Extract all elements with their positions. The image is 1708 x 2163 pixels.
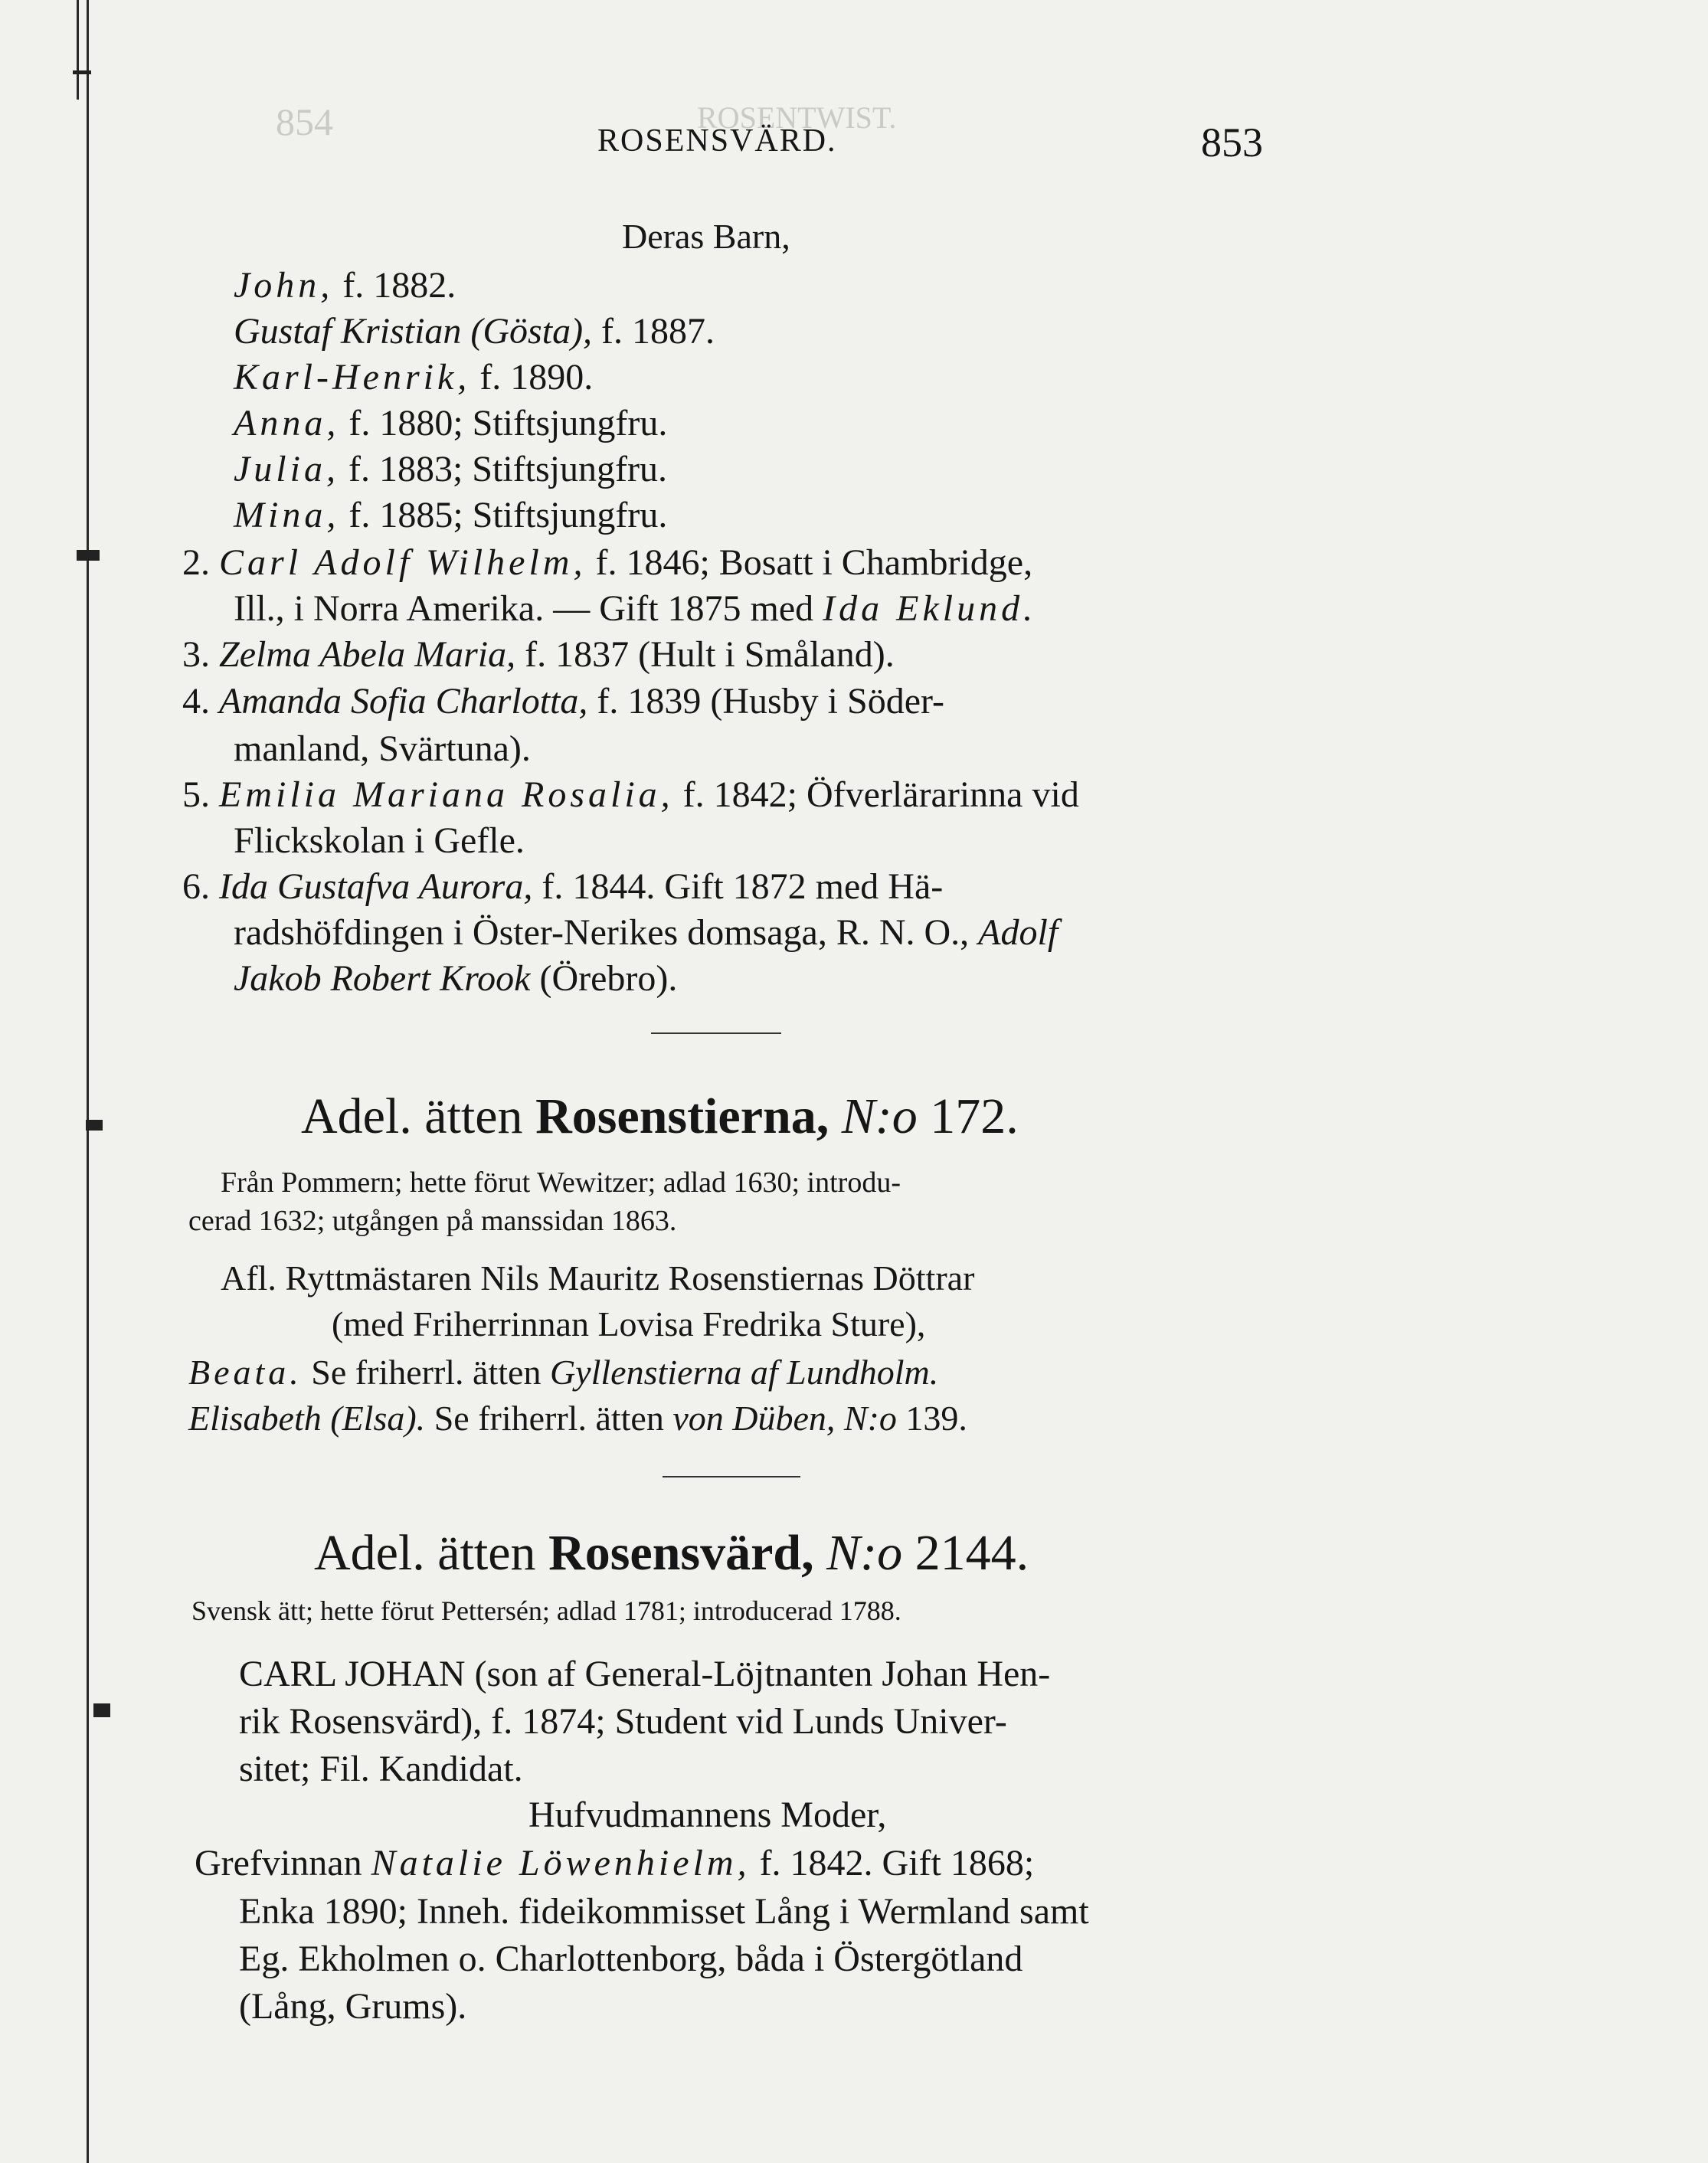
edge-mark [77,550,100,561]
entry-4-line-2: manland, Svärtuna). [234,728,531,769]
running-title: ROSENSVÄRD. [597,123,837,159]
mother-line-3: Eg. Ekholmen o. Charlottenborg, båda i Östergötland [239,1939,1023,1979]
rosenstierna-afl-1: Afl. Ryttmästaren Nils Mauritz Rosenstiernas Döttrar [221,1258,975,1297]
carl-johan-line-3: sitet; Fil. Kandidat. [239,1749,523,1789]
section-heading-rosenstierna: Adel. ätten Rosenstierna, N:o 172. [301,1088,1019,1144]
entry-2-line-1: 2. Carl Adolf Wilhelm, f. 1846; Bosatt i Chambridge, [182,542,1033,583]
scan-edge-line-short [77,0,79,100]
rosenstierna-intro-2: cerad 1632; utgången på manssidan 1863. [188,1205,677,1237]
entry-6-line-2: radshöfdingen i Öster-Nerikes domsaga, R. N. O., Adolf [234,912,1059,953]
section-divider [651,1032,781,1034]
scan-edge-line [87,0,89,2163]
children-heading: Deras Barn, [622,217,790,256]
entry-4-line-1: 4. Amanda Sofia Charlotta, f. 1839 (Husby i Söder- [182,681,945,722]
child-entry: Gustaf Kristian (Gösta), f. 1887. [234,311,715,352]
edge-mark [93,1703,110,1717]
mother-line-2: Enka 1890; Inneh. fideikommisset Lång i Wermland samt [239,1891,1089,1932]
entry-2-line-2: Ill., i Norra Amerika. — Gift 1875 med Ida Eklund. [234,588,1037,629]
bleed-page-number: 854 [276,100,333,143]
entry-5-line-2: Flickskolan i Gefle. [234,820,525,861]
rosenstierna-beata: Beata. Se friherrl. ätten Gyllenstierna af Lundholm. [188,1353,939,1392]
child-entry: John, f. 1882. [234,265,456,306]
child-entry: Karl-Henrik, f. 1890. [234,357,594,398]
rosenstierna-intro-1: Från Pommern; hette förut Wewitzer; adlad 1630; introdu- [221,1167,901,1199]
section-heading-rosensvard: Adel. ätten Rosensvärd, N:o 2144. [314,1525,1029,1581]
rosenstierna-afl-2: (med Friherrinnan Lovisa Fredrika Sture), [332,1304,926,1343]
edge-mark [73,70,91,74]
entry-6-line-1: 6. Ida Gustafva Aurora, f. 1844. Gift 1872 med Hä- [182,866,944,907]
entry-6-line-3: Jakob Robert Krook (Örebro). [234,958,678,999]
mother-line-4: (Lång, Grums). [239,1986,467,2027]
entry-5-line-1: 5. Emilia Mariana Rosalia, f. 1842; Öfverlärarinna vid [182,774,1079,815]
section-divider [663,1476,800,1477]
child-entry: Anna, f. 1880; Stiftsjungfru. [234,403,668,443]
carl-johan-line-1: CARL JOHAN (son af General-Löjtnanten Johan Hen- [239,1654,1051,1694]
rosenstierna-elisabeth: Elisabeth (Elsa). Se friherrl. ätten von Düben, N:o 139. [188,1399,967,1438]
child-entry: Julia, f. 1883; Stiftsjungfru. [234,449,667,489]
page-number: 853 [1201,119,1263,165]
entry-3-line-1: 3. Zelma Abela Maria, f. 1837 (Hult i Småland). [182,634,895,675]
bleed-title: ROSENTWIST. [697,100,897,135]
edge-mark [86,1120,103,1131]
mother-heading: Hufvudmannens Moder, [528,1795,887,1835]
carl-johan-line-2: rik Rosensvärd), f. 1874; Student vid Lunds Univer- [239,1701,1007,1742]
child-entry: Mina, f. 1885; Stiftsjungfru. [234,495,668,535]
mother-line-1: Grefvinnan Natalie Löwenhielm, f. 1842. Gift 1868; [195,1843,1035,1883]
rosensvard-intro: Svensk ätt; hette förut Pettersén; adlad 1781; introducerad 1788. [191,1595,901,1626]
